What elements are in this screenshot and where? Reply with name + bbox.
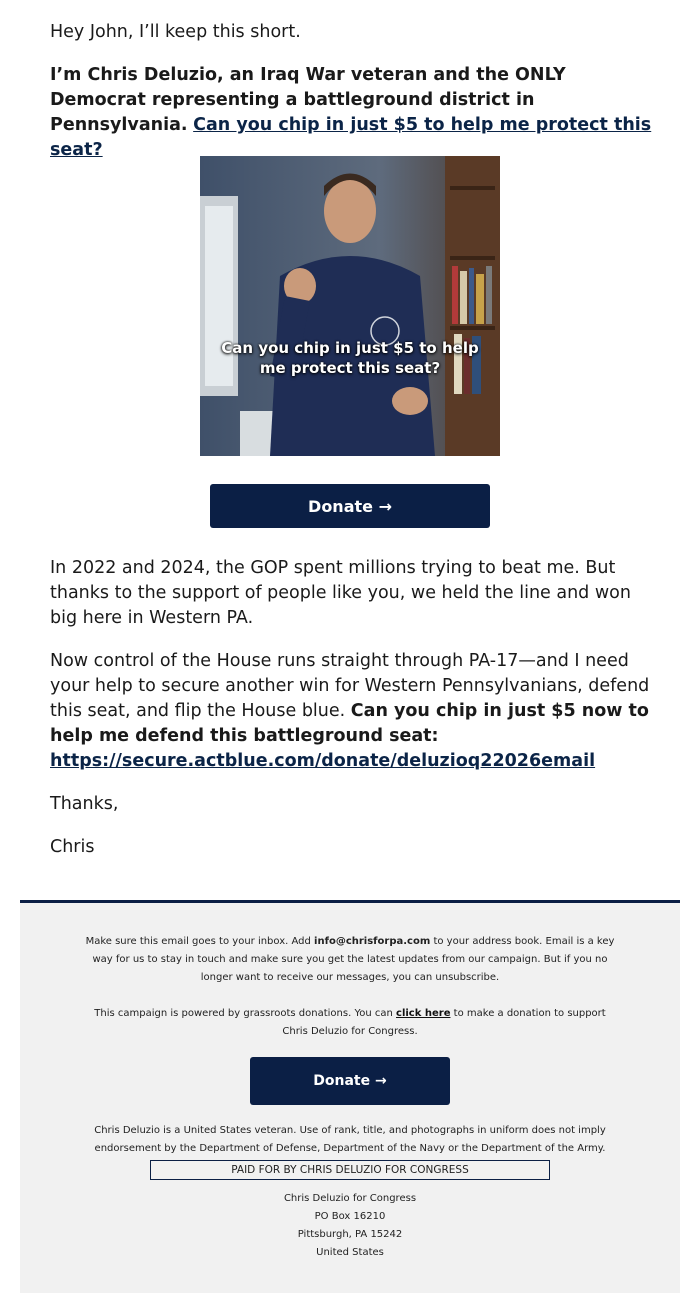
veteran-disclaimer: Chris Deluzio is a United States veteran. Use of rank, title, and photographs in uniform does not imply endorsement by the Department of Defense, Department of the Navy or the Department of the Army.: [94, 1125, 606, 1154]
signoff: Thanks,: [50, 794, 119, 814]
video-caption-line-2: me protect this seat?: [259, 359, 441, 377]
paragraph-2: In 2022 and 2024, the GOP spent millions trying to beat me. But thanks to the support of people like you, we held the line and won big here in Western PA.: [50, 558, 631, 628]
powered-notice-post: to make a donation to support Chris Deluzio for Congress.: [282, 1008, 606, 1037]
powered-notice: [80, 1005, 620, 1041]
contact-email: info@chrisforpa.com: [314, 936, 431, 947]
actblue-link[interactable]: https://secure.actblue.com/donate/deluzioq22026email: [50, 751, 596, 771]
video-frame-illustration: [200, 156, 500, 456]
footer-donate-button[interactable]: Donate →: [250, 1057, 450, 1105]
mailing-address: [80, 1190, 620, 1262]
video-caption: [200, 338, 500, 378]
powered-notice-pre: This campaign is powered by grassroots donations. You can: [94, 1008, 393, 1019]
email-footer: [20, 900, 680, 1293]
paragraph-3-text: Now control of the House runs straight through PA-17—and I need your help to secure another win for Western Pennsylvanians, defend this seat, and flip the House blue.: [50, 651, 650, 721]
inbox-notice-pre: Make sure this email goes to your inbox. Add: [85, 936, 311, 947]
paid-for-box: PAID FOR BY CHRIS DELUZIO FOR CONGRESS: [150, 1160, 550, 1180]
video-thumbnail[interactable]: [200, 156, 500, 456]
paragraph-3-bold: Can you chip in just $5 now to help me defend this battleground seat:: [50, 701, 649, 746]
intro-donate-link[interactable]: Can you chip in just $5 to help me protect this seat?: [50, 115, 652, 160]
intro-bold-text: I’m Chris Deluzio, an Iraq War veteran and the ONLY Democrat representing a battleground district in Pennsylvania.: [50, 65, 566, 135]
address-line: Chris Deluzio for Congress: [283, 1193, 417, 1204]
click-here-link[interactable]: click here: [396, 1008, 451, 1019]
intro-paragraph: [50, 63, 655, 163]
address-line: United States: [316, 1247, 384, 1258]
address-line: PO Box 16210: [314, 1211, 386, 1222]
address-line: Pittsburgh, PA 15242: [297, 1229, 403, 1240]
donate-button[interactable]: Donate →: [210, 484, 490, 528]
inbox-notice-post: to your address book. Email is a key way for us to stay in touch and make sure you get the latest updates from our campaign. But if you no longer want to receive our messages, you can unsubscribe.: [92, 936, 615, 983]
inbox-notice: [80, 933, 620, 987]
signature: Chris: [50, 837, 95, 857]
video-caption-line-1: Can you chip in just $5 to help: [221, 339, 479, 357]
paragraph-3: [50, 649, 655, 774]
greeting: Hey John, I’ll keep this short.: [50, 22, 301, 42]
